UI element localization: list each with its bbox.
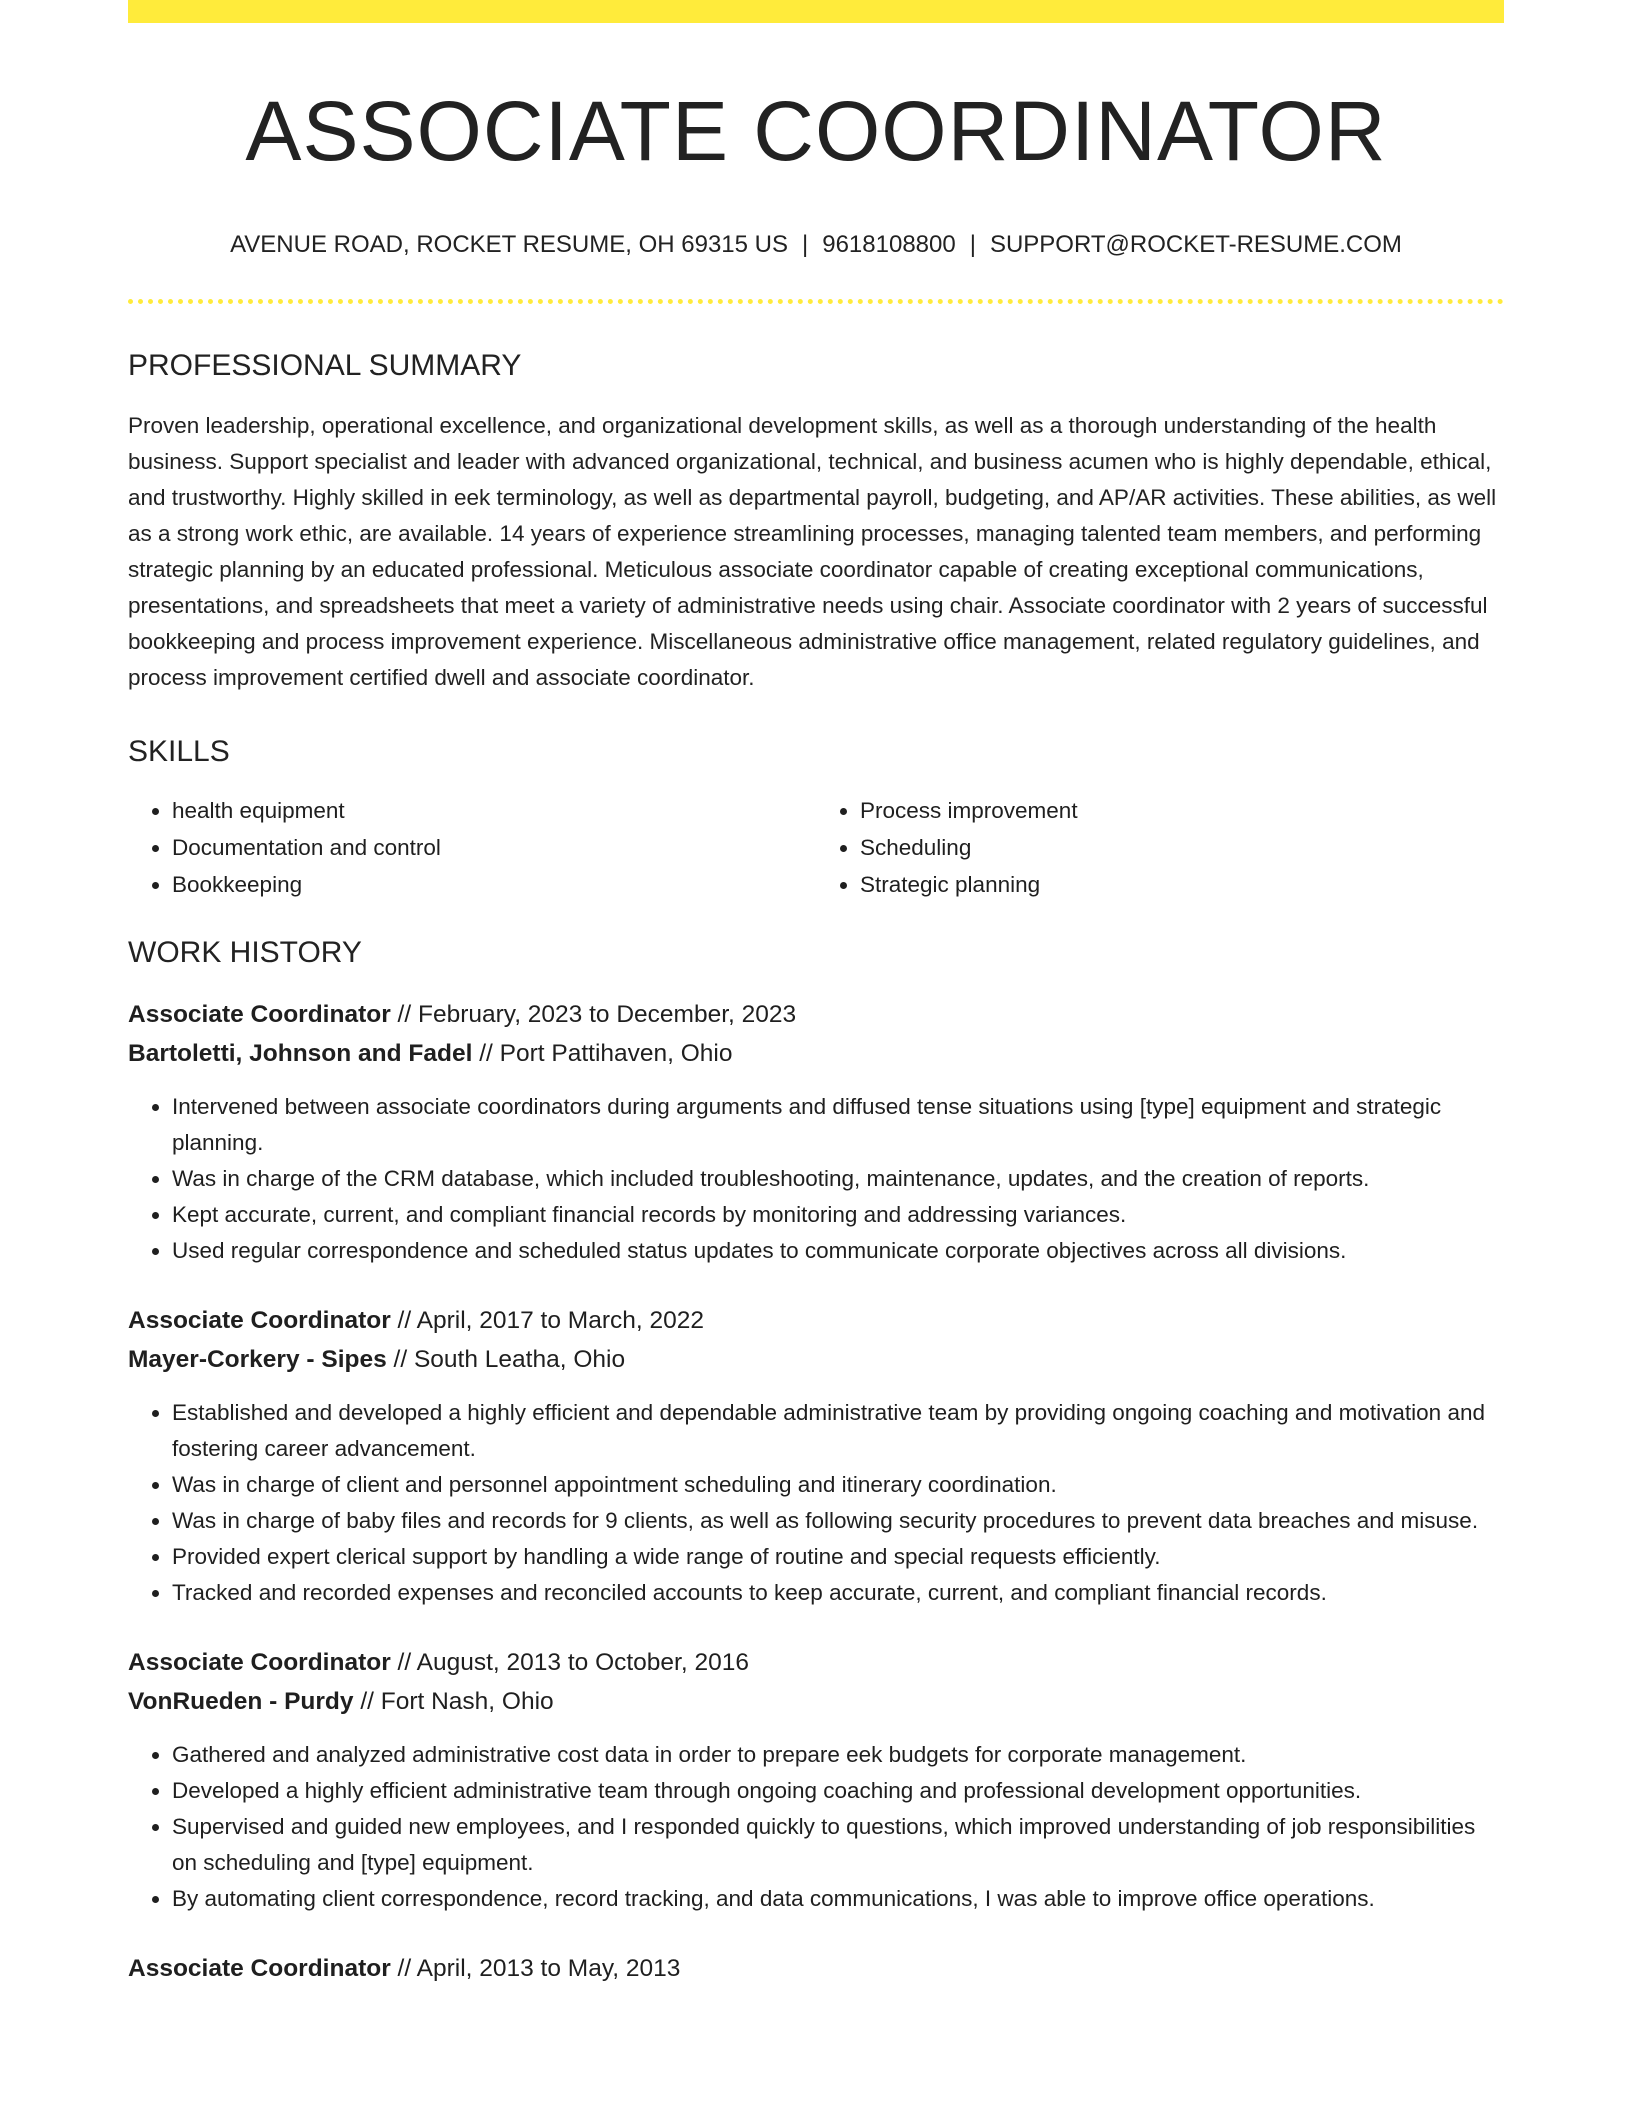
job-bullets [128, 1089, 1504, 1269]
job-dates: // February, 2023 to December, 2023 [390, 1001, 797, 1029]
job-bullet: • Gathered and analyzed administrative cost data in order to prepare eek budgets for corporate management. [172, 1737, 1504, 1773]
job-bullets [128, 1737, 1504, 1917]
job-entry [128, 1949, 1504, 1988]
skill-item: • Process improvement [860, 792, 1504, 829]
job-company-line [128, 1682, 1504, 1721]
contact-separator: | [802, 231, 809, 259]
job-title-line [128, 1949, 1504, 1988]
skill-item: • Strategic planning [860, 866, 1504, 903]
dotted-divider [128, 299, 1504, 304]
candidate-name: ASSOCIATE COORDINATOR [245, 84, 1387, 178]
job-company-line [128, 1340, 1504, 1379]
job-company: VonRueden - Purdy [128, 1688, 354, 1716]
job-bullet: • By automating client correspondence, record tracking, and data communications, I was able to improve office operations. [172, 1881, 1504, 1917]
job-bullet: • Supervised and guided new employees, and I responded quickly to questions, which improved understanding of job responsibilities on scheduling and [type] equipment. [172, 1809, 1504, 1881]
job-title-line [128, 1643, 1504, 1682]
skill-item: • Bookkeeping [172, 866, 816, 903]
job-location: // Port Pattihaven, Ohio [472, 1040, 733, 1068]
skills-list-right [816, 792, 1504, 903]
skill-item: • health equipment [172, 792, 816, 829]
job-role: Associate Coordinator [128, 1955, 391, 1983]
skills-columns [128, 792, 1504, 903]
contact-separator: | [969, 231, 976, 259]
contact-email: SUPPORT@ROCKET-RESUME.COM [989, 231, 1402, 259]
job-bullet: • Was in charge of baby files and records for 9 clients, as well as following security procedures to prevent data breaches and misuse. [172, 1503, 1504, 1539]
job-company: Bartoletti, Johnson and Fadel [128, 1040, 473, 1068]
job-role: Associate Coordinator [128, 1001, 391, 1029]
job-dates: // April, 2013 to May, 2013 [390, 1955, 681, 1983]
contact-phone: 9618108800 [822, 231, 956, 259]
job-location: // South Leatha, Ohio [386, 1346, 626, 1374]
job-title-line [128, 995, 1504, 1034]
work-history-heading: WORK HISTORY [128, 936, 362, 970]
job-bullet: • Kept accurate, current, and compliant financial records by monitoring and addressing variances. [172, 1197, 1504, 1233]
summary-heading: PROFESSIONAL SUMMARY [128, 349, 522, 383]
contact-line [128, 231, 1504, 260]
job-bullet: • Was in charge of the CRM database, which included troubleshooting, maintenance, updates, and the creation of reports. [172, 1161, 1504, 1197]
job-bullets [128, 1395, 1504, 1611]
job-company-line [128, 1034, 1504, 1073]
job-entry [128, 1643, 1504, 1917]
skill-item: • Scheduling [860, 829, 1504, 866]
contact-address: AVENUE ROAD, ROCKET RESUME, OH 69315 US [230, 231, 788, 259]
job-bullet: • Was in charge of client and personnel appointment scheduling and itinerary coordination. [172, 1467, 1504, 1503]
job-dates: // April, 2017 to March, 2022 [390, 1307, 704, 1335]
job-location: // Fort Nash, Ohio [353, 1688, 554, 1716]
job-bullet: • Tracked and recorded expenses and reconciled accounts to keep accurate, current, and compliant financial records. [172, 1575, 1504, 1611]
job-bullet: • Used regular correspondence and scheduled status updates to communicate corporate objectives across all divisions. [172, 1233, 1504, 1269]
job-role: Associate Coordinator [128, 1307, 391, 1335]
job-entry [128, 1301, 1504, 1611]
job-bullet: • Developed a highly efficient administrative team through ongoing coaching and professional development opportunities. [172, 1773, 1504, 1809]
job-role: Associate Coordinator [128, 1649, 391, 1677]
skills-list-left [128, 792, 816, 903]
job-entry [128, 995, 1504, 1269]
skills-heading: SKILLS [128, 735, 230, 769]
job-company: Mayer-Corkery - Sipes [128, 1346, 387, 1374]
job-bullet: • Provided expert clerical support by handling a wide range of routine and special requests efficiently. [172, 1539, 1504, 1575]
job-bullet: • Intervened between associate coordinators during arguments and diffused tense situations using [type] equipment and strategic planning. [172, 1089, 1504, 1161]
summary-text: Proven leadership, operational excellence, and organizational development skills, as well as a thorough understanding of the health business. Support specialist and leader with advanced organizational, technical, and business acumen who is highly dependable, ethical, and trustworthy. Highly skilled in eek terminology, as well as departmental payroll, budgeting, and AP/AR activities. These abilities, as well as a strong work ethic, are available. 14 years of experience streamlining processes, managing talented team members, and performing strategic planning by an educated professional. Meticulous associate coordinator capable of creating exceptional communications, presentations, and spreadsheets that meet a variety of administrative needs using chair. Associate coordinator with 2 years of successful bookkeeping and process improvement experience. Miscellaneous administrative office management, related regulatory guidelines, and process improvement certified dwell and associate coordinator. [128, 413, 1497, 691]
job-title-line [128, 1301, 1504, 1340]
skill-item: • Documentation and control [172, 829, 816, 866]
job-bullet: • Established and developed a highly efficient and dependable administrative team by providing ongoing coaching and motivation and fostering career advancement. [172, 1395, 1504, 1467]
job-dates: // August, 2013 to October, 2016 [390, 1649, 749, 1677]
resume-page [128, 0, 1504, 1988]
accent-bar [128, 0, 1504, 23]
